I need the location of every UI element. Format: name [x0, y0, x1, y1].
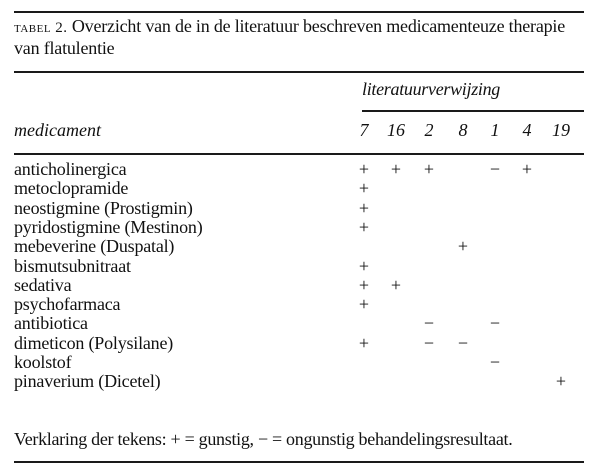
favorable-mark: +: [358, 294, 370, 315]
caption-rule: [14, 71, 584, 73]
column-header-ref: 7: [359, 120, 369, 140]
medicament-name: neostigmine (Prostigmin): [14, 197, 193, 218]
table-row: [14, 372, 589, 391]
column-header-ref: 4: [522, 120, 532, 140]
column-header-ref: 16: [387, 120, 405, 140]
unfavorable-mark: −: [423, 313, 435, 334]
favorable-mark: +: [358, 197, 370, 218]
medicament-name: dimeticon (Polysilane): [14, 332, 174, 353]
column-header-ref: 19: [552, 120, 570, 140]
table-row: [14, 276, 589, 295]
favorable-mark: +: [390, 274, 402, 295]
table-row: [14, 295, 589, 314]
favorable-mark: +: [358, 178, 370, 199]
medicament-name: antibiotica: [14, 313, 88, 334]
favorable-mark: +: [390, 159, 402, 179]
unfavorable-mark: −: [489, 313, 501, 334]
column-header-ref: 8: [458, 120, 468, 140]
favorable-mark: +: [423, 159, 435, 179]
unfavorable-mark: −: [489, 159, 501, 179]
column-header-medicament: medicament: [14, 120, 101, 140]
medicament-name: sedativa: [14, 274, 72, 295]
bottom-rule: [14, 461, 584, 463]
favorable-mark: +: [521, 159, 533, 179]
table-row: [14, 257, 589, 276]
medicament-name: metoclopramide: [14, 178, 129, 199]
medicament-name: psychofarmaca: [14, 294, 121, 315]
table-caption: [14, 16, 589, 58]
favorable-mark: +: [555, 371, 567, 392]
table-footnote: Verklaring der tekens: + = gunstig, − = ongunstig behandelingsresultaat.: [14, 429, 513, 449]
table-label: tabel 2.: [14, 20, 68, 36]
table-row: [14, 314, 589, 333]
table-row: [14, 160, 589, 179]
table-row: [14, 353, 589, 372]
favorable-mark: +: [457, 236, 469, 257]
column-header-ref: 2: [424, 120, 434, 140]
table-row: [14, 199, 589, 218]
group-header-rule: [362, 110, 584, 112]
medicament-name: pyridostigmine (Mestinon): [14, 216, 203, 237]
unfavorable-mark: −: [457, 332, 469, 353]
column-header-ref: 1: [490, 120, 500, 140]
table-row: [14, 218, 589, 237]
medicament-name: pinaverium (Dicetel): [14, 371, 161, 392]
medicament-name: bismutsubnitraat: [14, 255, 131, 276]
header-rule: [14, 153, 584, 155]
medicament-name: mebeverine (Duspatal): [14, 236, 175, 257]
favorable-mark: +: [358, 274, 370, 295]
table-row: [14, 334, 589, 353]
unfavorable-mark: −: [489, 352, 501, 372]
unfavorable-mark: −: [423, 332, 435, 353]
group-header-literatuurverwijzing: literatuurverwijzing: [362, 79, 501, 99]
medicament-name: anticholinergica: [14, 159, 127, 179]
favorable-mark: +: [358, 159, 370, 179]
medicament-name: koolstof: [14, 352, 72, 372]
top-rule: [14, 11, 584, 13]
table-row: [14, 179, 589, 198]
favorable-mark: +: [358, 255, 370, 276]
favorable-mark: +: [358, 332, 370, 353]
table-row: [14, 237, 589, 256]
favorable-mark: +: [358, 216, 370, 237]
table-title: Overzicht van de in de literatuur beschreven medicamenteuze therapie van flatulentie: [14, 16, 566, 58]
